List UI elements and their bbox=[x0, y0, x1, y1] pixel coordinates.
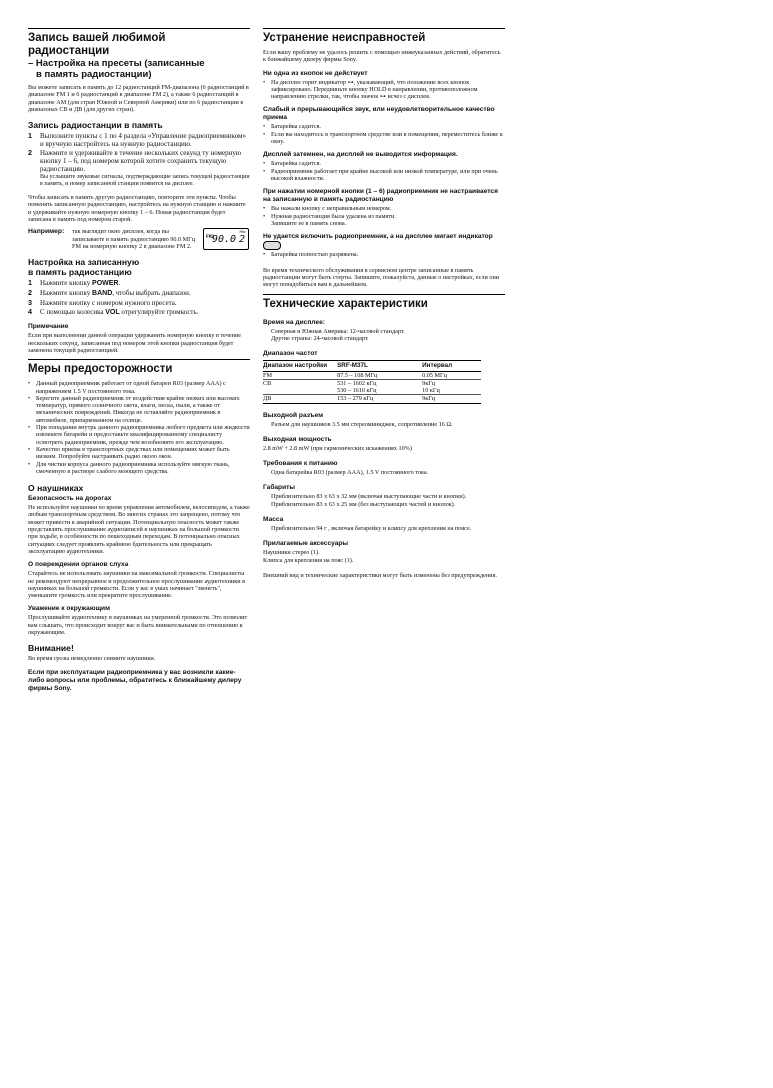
tune-step-3 bbox=[28, 299, 250, 307]
tune-step-2 bbox=[28, 289, 250, 298]
warning-title: Внимание! bbox=[28, 643, 74, 654]
problem-heading: При нажатии номерной кнопки (1 – 6) радиоприемник не настраивается на записанную в память радиостанцию bbox=[263, 188, 498, 204]
dimensions-text-2: Приблизительно 83 x 63 x 25 мм (без выступающих частей и кнопок). bbox=[271, 500, 456, 508]
road-safety-heading: Безопасность на дорогах bbox=[28, 495, 112, 503]
problem-bullet: • Батарейка полностью разряжена. bbox=[263, 251, 505, 258]
step-number: 1 bbox=[28, 278, 32, 288]
service-note: Во время технического обслуживания в сервисном центре записанные в память радиостанции могут быть стерты. Запишите, пожалуйста, данные о настройках, если они могут понадобиться вам в дальнейшем. bbox=[263, 266, 500, 289]
title-line-1: Запись вашей любимой bbox=[28, 32, 166, 44]
example-label: Например: bbox=[28, 228, 65, 236]
section-rule bbox=[28, 28, 250, 29]
table-row bbox=[263, 387, 481, 395]
precaution-text: Берегите данный радиоприемник от воздействия крайне низких или высоких температур, прямого солнечного света, влаги, песка, пыли, а также от механических повреждений. Никогда не оставляйте радиоприемник в автомобиле, припаркованном на солнце. bbox=[36, 394, 240, 424]
troubleshooting-intro: Если вашу проблему не удалось решить с помощью нижеуказанных действий, обратитесь к ближайшему дилеру фирмы Sony. bbox=[263, 49, 501, 64]
respect-heading: Уважение к окружающим bbox=[28, 605, 110, 613]
problem-heading: Слабый и прерывающийся звук, или неудовлетворительное качество приема bbox=[263, 106, 495, 122]
tune-heading bbox=[28, 257, 250, 277]
memory-step-2-note: Вы услышите звуковые сигналы, подтверждающие запись текущей радиостанции в память, и номер записанной станции появится на дисплее. bbox=[40, 174, 250, 188]
problem-heading-with-battery bbox=[263, 233, 505, 250]
step-number: 2 bbox=[28, 148, 32, 158]
section-rule bbox=[263, 28, 505, 29]
lcd-preset-number: 2 bbox=[238, 234, 245, 246]
step-text: Нажмите и удерживайте в течение нескольких секунд ту номерную кнопку 1 – 6, под номером которой хотите сохранить текущую радиостанцию. bbox=[40, 149, 242, 174]
disclaimer-text: Внешний вид и технические характеристики могут быть изменены без предупреждения. bbox=[263, 571, 497, 579]
table-cell: 87.5 – 108 МГц bbox=[337, 371, 422, 379]
step-number: 3 bbox=[28, 298, 32, 308]
precaution-item: • Для чистки корпуса данного радиоприемника используйте мягкую ткань, смоченную в растворе слабого моющего средства. bbox=[28, 461, 250, 476]
left-column bbox=[28, 28, 250, 694]
problem-sub-text: Запишите ее в память снова. bbox=[271, 219, 347, 227]
step-text: Нажмите кнопку bbox=[40, 279, 93, 288]
note-text: Если при выполнении данной операции удержанить номерную кнопку в течение нескольких секунд, записанная под номером этой кнопки радиостанция будет заменена текущей радиостанцией. bbox=[28, 332, 242, 354]
problem-bullet: • Если вы находитесь в транспортном средстве или в помещении, переместитесь ближе к окну. bbox=[263, 131, 505, 146]
table-row bbox=[263, 395, 481, 403]
table-cell: 9кГц bbox=[422, 395, 481, 403]
road-safety-text: Не используйте наушники во время управления автомобилем, велосипедом, а также любым транспортным средством. Во многих странах это запрещено, потому что может привести к аварийной ситуации. Потенциальную опасность может также представлять прослушивание аудиозаписей в наушниках на большой громкости при ходьбе, в особенности по пешеходным переходам. В потенциально опасных ситуациях следует проявлять крайнюю бдительность или прекращать эксплуатацию аудиотехники. bbox=[28, 504, 250, 555]
precaution-item: • Берегите данный радиоприемник от воздействия крайне низких или высоких температур, прямого солнечного света, влаги, песка, пыли, а также от механических повреждений. Никогда не оставляйте радиоприемник в автомобиле, припаркованном на солнце. bbox=[28, 395, 250, 424]
table-cell: 153 – 279 кГц bbox=[337, 395, 422, 403]
problem-heading: Дисплей затемнен, на дисплей не выводится информация. bbox=[263, 151, 458, 159]
specifications-title: Технические характеристики bbox=[263, 297, 428, 310]
memory-step-2 bbox=[28, 149, 250, 173]
respect-text: Прослушивайте аудиотехнику в наушниках на умеренной громкости. Это позволит вам слышать, что происходит вокруг вас и быть внимательными по отношению к окружающим. bbox=[28, 614, 248, 636]
table-row bbox=[263, 379, 481, 387]
memory-step-1 bbox=[28, 132, 250, 148]
section-subtitle bbox=[28, 58, 250, 80]
table-header-model: SRF-M37L bbox=[337, 361, 422, 372]
step-number: 1 bbox=[28, 131, 32, 141]
dimensions-heading: Габариты bbox=[263, 484, 295, 492]
bullet-text: На дисплее горит индикатор ⊶, указывающий, что положение всех кнопок зафиксировано. Передвиньте кнопку HOLD в направлении, противоположном направлению стрелки, так, чтобы значок ⊶ исчез с дисплея. bbox=[271, 78, 478, 101]
note-heading: Примечание bbox=[28, 323, 69, 331]
table-cell bbox=[263, 387, 337, 395]
precautions-title: Меры предосторожности bbox=[28, 363, 173, 376]
precaution-text: Данный радиоприемник работает от одной батареи R03 (размер AAA) с напряжением 1.5 V постоянного тока. bbox=[36, 380, 226, 395]
mass-heading: Масса bbox=[263, 515, 284, 523]
section-rule bbox=[28, 359, 250, 360]
precaution-item: • При попадании внутрь данного радиоприемника любого предмета или жидкости извлеките батарейи и предоставьте квалифицированному специалисту осмотреть радиоприемник, прежде чем возобновите его эксплуатацию. bbox=[28, 424, 250, 446]
bullet-text: Нужная радиостанция была удалена из памяти. bbox=[271, 212, 396, 220]
subtitle-line-1: – Настройка на пресеты (записанные bbox=[28, 58, 205, 69]
power-output-text: 2.8 mW + 2.8 mW (при гармонических искажениях 10%) bbox=[263, 444, 412, 452]
table-cell: 0.05 МГц bbox=[422, 371, 481, 379]
problem-bullet: • На дисплее горит индикатор ⊶, указывающий, что положение всех кнопок зафиксировано. Передвиньте кнопку HOLD в направлении, противоположном направлению стрелки, так, чтобы значок ⊶ исчез с дисплея. bbox=[263, 79, 505, 101]
step-text: Нажмите кнопку bbox=[40, 289, 93, 298]
precaution-text: При попадании внутрь данного радиоприемника любого предмета или жидкости извлеките батарейи и предоставьте квалифицированному специалисту осмотреть радиоприемник, прежде чем возобновите его эксплуатацию. bbox=[36, 424, 250, 446]
accessory-line: Клипса для крепления на пояс (1). bbox=[263, 556, 354, 564]
step-text: Выполните пункты с 1 по 4 раздела «Управление радиоприемником» и вручную настройтесь на нужную радиостанцию. bbox=[40, 132, 246, 149]
precaution-item: • Данный радиоприемник работает от одной батареи R03 (размер AAA) с напряжением 1.5 V постоянного тока. bbox=[28, 380, 250, 395]
frequency-table bbox=[263, 360, 481, 403]
bullet-text: Батарейка полностью разряжена. bbox=[271, 251, 359, 259]
time-display-line: Северная и Южная Америка: 12-часовой стандарт. bbox=[271, 327, 405, 335]
problem-heading-text: Не удается включить радиоприемник, а на дисплее мигает индикатор bbox=[263, 233, 493, 241]
time-display-line: Другие страны: 24-часовой стандарт. bbox=[271, 334, 369, 342]
step-number: 4 bbox=[28, 307, 32, 317]
title-line-2: радиостанции bbox=[28, 45, 110, 57]
problem-bullet: • Батарейка садится. bbox=[263, 123, 505, 130]
bullet-text: Батарейка садится. bbox=[271, 160, 321, 168]
problem-heading: Ни одна из кнопок не действует bbox=[263, 69, 368, 77]
memory-paragraph-2: Чтобы записать в память другую радиостанцию, повторите эти пункты. Чтобы поменять записанную радиостанцию, настройтесь на нужную станцию и нажмите и удерживайте нужную номерную кнопку 1 – 6. Новая радиостанция будет записана в память под номером старой. bbox=[28, 194, 246, 224]
bullet-text: Батарейка садится. bbox=[271, 123, 321, 131]
section-rule bbox=[263, 294, 505, 295]
power-key-label: POWER bbox=[92, 280, 119, 288]
tune-step-4 bbox=[28, 308, 250, 317]
time-display-heading: Время на дисплее: bbox=[263, 318, 325, 326]
bullet-text: Вы нажали кнопку с неправильным номером. bbox=[271, 205, 392, 213]
step-text-end: отрегулируйте громкость. bbox=[119, 308, 199, 317]
step-text-end: , чтобы выбрать диапазон. bbox=[112, 289, 191, 298]
table-cell: 530 – 1610 кГц bbox=[337, 387, 422, 395]
problem-bullet: • Батарейка садится. bbox=[263, 160, 505, 167]
table-header-step: Интервал bbox=[422, 361, 481, 372]
precaution-text: Для чистки корпуса данного радиоприемника используйте мягкую ткань, смоченную в растворе слабого моющего средства. bbox=[36, 460, 230, 475]
step-number: 2 bbox=[28, 288, 32, 298]
example-text: так выглядит окно дисплея, когда вы записываете в память радиостанцию 90.0 МГц FM на номерную кнопку 2 в диапазоне FM 2. bbox=[72, 228, 196, 250]
power-requirements-heading: Требования к питанию bbox=[263, 460, 338, 468]
battery-empty-icon bbox=[263, 241, 281, 250]
precaution-text: Качество приема в транспортных средствах или помещениях может быть низким. Попробуйте настраивать радио около окон. bbox=[36, 445, 230, 461]
table-cell: ДВ bbox=[263, 395, 337, 403]
band-key-label: BAND bbox=[92, 290, 113, 298]
step-text: С помощью колесика bbox=[40, 308, 106, 317]
table-cell: 9кГц bbox=[422, 379, 436, 387]
subtitle-line-2: в память радиостанции) bbox=[36, 69, 152, 80]
right-column bbox=[263, 28, 505, 584]
mass-text: Приблизительно 94 г , включая батарейку и клипсу для крепления на поясе. bbox=[271, 524, 472, 532]
troubleshooting-title: Устранение неисправностей bbox=[263, 32, 426, 44]
bullet-text: Радиоприемник работает при крайне высокой или низкой температуре, или при очень высокой влажности. bbox=[271, 167, 498, 182]
power-requirements-text: Одна батарейка R03 (размер AAA), 1.5 V постоянного тока. bbox=[271, 469, 429, 477]
section-title bbox=[28, 32, 250, 58]
bullet-text: Если вы находитесь в транспортном средстве или в помещении, переместитесь ближе к окну. bbox=[271, 130, 503, 146]
intro-paragraph: Вы можете записать в память до 12 радиостанций FM-диапазона (6 радиостанций в диапазоне FM 1 и 6 радиостанций в диапазоне FM 2), а также 6 радиостанций в диапазоне AM (для стран Южной и Северной Америки) или по 6 радиостанции в диапазонах СВ и ДВ (для других стран). bbox=[28, 84, 249, 113]
table-row bbox=[263, 371, 481, 379]
accessories-heading: Прилагаемые аксессуары bbox=[263, 540, 349, 548]
hearing-text: Старайтесь не использовать наушники на максимальной громкости. Специалисты не рекомендуют непрерывное и продолжительное прослушивание аудиотехники в наушниках на большой громкости. Если у вас в ушах начинает "звенеть", уменьшите громкость или прекратите прослушивание. bbox=[28, 570, 246, 600]
lcd-band: FM2 bbox=[206, 235, 215, 241]
precaution-item: • Качество приема в транспортных средствах или помещениях может быть низким. Попробуйте настраивать радио около окон. bbox=[28, 446, 250, 461]
tune-heading-line-2: в память радиостанцию bbox=[28, 267, 132, 278]
step-text-end: . bbox=[118, 279, 121, 288]
headphones-title: О наушниках bbox=[28, 483, 84, 494]
warning-text: Во время грозы немедленно снимите наушники. bbox=[28, 655, 156, 663]
vol-key-label: VOL bbox=[105, 309, 120, 317]
table-cell: FM bbox=[263, 371, 337, 379]
table-header-row bbox=[263, 361, 481, 372]
hearing-heading: О повреждении органов слуха bbox=[28, 561, 129, 569]
memory-heading: Запись радиостанции в память bbox=[28, 120, 163, 131]
problem-bullet: • Нужная радиостанция была удалена из памяти. bbox=[263, 213, 505, 220]
lcd-display-illustration bbox=[203, 228, 249, 250]
problem-bullet: • Радиоприемник работает при крайне высокой или низкой температуре, или при очень высокой влажности. bbox=[263, 168, 505, 183]
step-text: Нажмите кнопку с номером нужного пресета. bbox=[40, 299, 177, 308]
lcd-frequency: 90.0 bbox=[212, 234, 237, 246]
output-jack-text: Разъем для наушников 3.5 мм стереоминиджек, сопротивление 16 Ω. bbox=[271, 420, 453, 428]
accessory-line: Наушники стерео (1). bbox=[263, 549, 320, 557]
table-cell: 531 – 1602 кГц bbox=[337, 379, 377, 387]
example-block bbox=[28, 228, 250, 250]
lcd-unit: MHz bbox=[239, 230, 246, 235]
table-cell: 10 кГц bbox=[422, 387, 481, 395]
problem-bullet: • Вы нажали кнопку с неправильным номером. bbox=[263, 205, 505, 212]
power-output-heading: Выходная мощность bbox=[263, 435, 332, 443]
table-cell: СВ bbox=[263, 379, 272, 387]
dimensions-text-1: Приблизительно 83 x 63 x 32 мм (включая выступающие части и кнопки). bbox=[271, 493, 467, 501]
table-header-band: Диапазон настройки bbox=[263, 361, 337, 372]
final-contact-note: Если при эксплуатации радиоприемника у вас возникли какие-либо вопросы или проблемы, обратитесь к ближайшему дилеру фирмы Sony. bbox=[28, 668, 242, 692]
tune-heading-line-1: Настройка на записанную bbox=[28, 257, 140, 268]
output-jack-heading: Выходной разъем bbox=[263, 411, 324, 419]
tune-step-1 bbox=[28, 279, 250, 288]
frequency-range-heading: Диапазон частот bbox=[263, 350, 318, 358]
